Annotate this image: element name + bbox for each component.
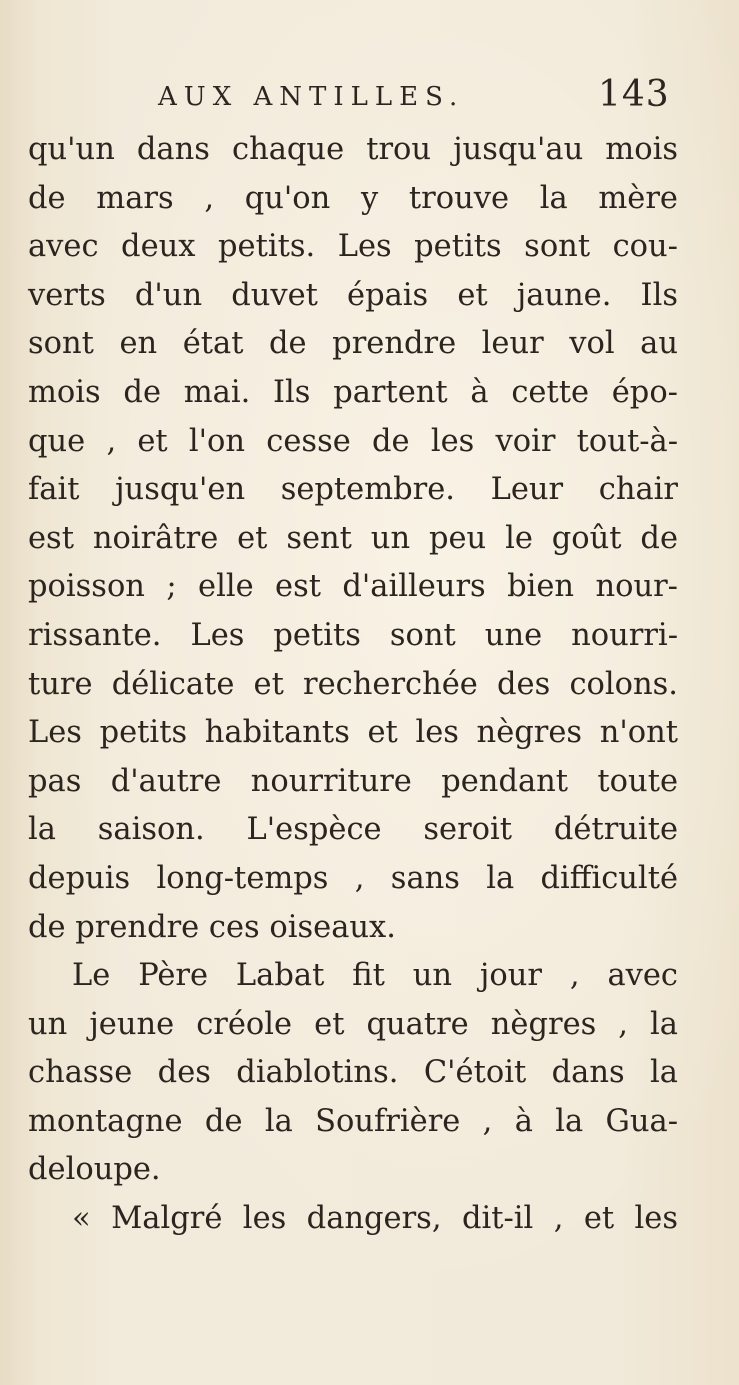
page-header <box>0 76 739 120</box>
text-line: avec deux petits. Les petits sont cou- <box>28 229 678 265</box>
text-line: rissante. Les petits sont une nourri- <box>28 617 678 653</box>
text-line: fait jusqu'en septembre. Leur chair <box>28 472 678 508</box>
text-line: depuis long-temps , sans la difficulté <box>28 860 678 896</box>
text-line: que , et l'on cesse de les voir tout-à- <box>28 423 678 459</box>
text-line: montagne de la Soufrière , à la Gua- <box>28 1103 678 1139</box>
text-line: verts d'un duvet épais et jaune. Ils <box>28 277 678 313</box>
text-line: chasse des diablotins. C'étoit dans la <box>28 1055 678 1091</box>
text-line: de mars , qu'on y trouve la mère <box>28 180 678 216</box>
text-line: est noirâtre et sent un peu le goût de <box>28 520 678 556</box>
text-line: la saison. L'espèce seroit détruite <box>28 812 678 848</box>
text-line: poisson ; elle est d'ailleurs bien nour- <box>28 569 678 605</box>
text-line: un jeune créole et quatre nègres , la <box>28 1006 678 1042</box>
text-line: qu'un dans chaque trou jusqu'au mois <box>28 132 678 167</box>
paragraph-2 <box>28 952 678 1195</box>
paragraph-1 <box>28 126 678 952</box>
text-line: de prendre ces oiseaux. <box>28 909 396 945</box>
body-text <box>28 126 678 1244</box>
running-head: AUX ANTILLES. <box>158 82 465 112</box>
text-line: Les petits habitants et les nègres n'ont <box>28 715 678 751</box>
text-line: « Malgré les dangers, dit-il , et les <box>72 1201 678 1237</box>
page-number: 143 <box>598 74 670 115</box>
paragraph-3 <box>28 1195 678 1244</box>
text-line: deloupe. <box>28 1152 161 1188</box>
text-line: Le Père Labat fit un jour , avec <box>72 958 678 994</box>
text-line: ture délicate et recherchée des colons. <box>28 666 678 702</box>
text-line: pas d'autre nourriture pendant toute <box>28 763 678 799</box>
text-line: mois de mai. Ils partent à cette épo- <box>28 374 678 410</box>
text-line: sont en état de prendre leur vol au <box>28 326 678 362</box>
